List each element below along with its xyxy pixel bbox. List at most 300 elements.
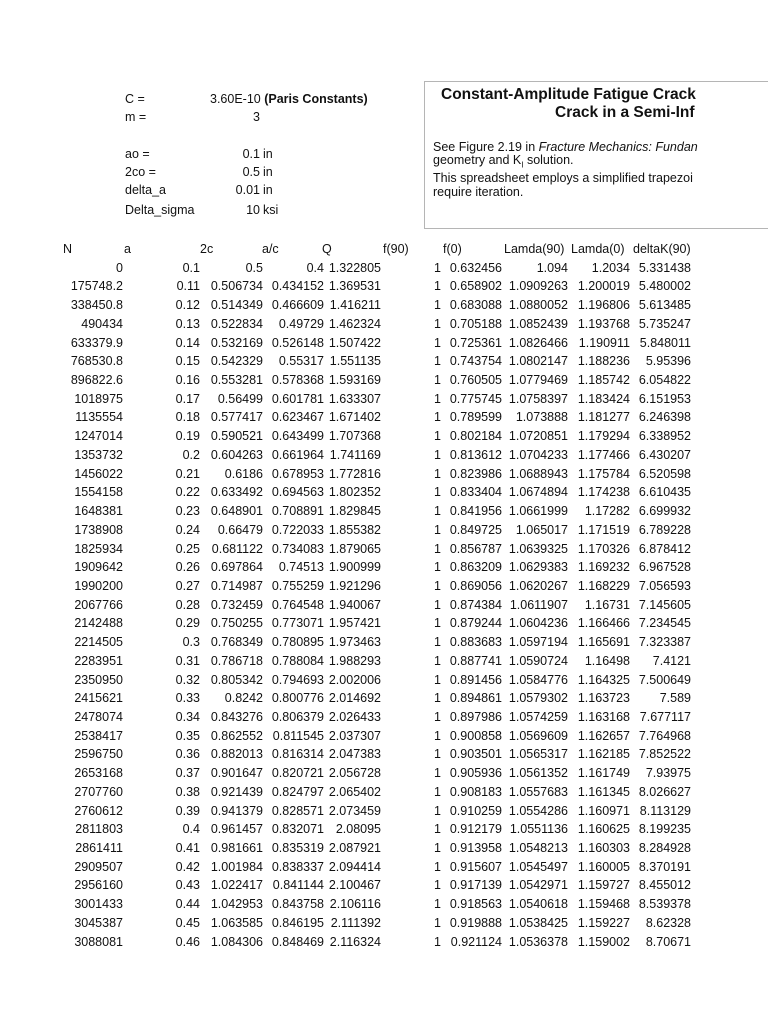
column-header-a-over-c[interactable]: a/c <box>262 242 279 256</box>
cell-lamda90[interactable]: 1.0604236 <box>508 616 568 631</box>
cell-f0[interactable]: 0.913958 <box>449 841 502 855</box>
m-value[interactable]: 3 <box>253 110 260 124</box>
cell-a[interactable]: 0.39 <box>175 803 200 818</box>
cell-n[interactable]: 2653168 <box>74 766 123 781</box>
cell-a-over-c[interactable]: 0.55317 <box>278 354 324 369</box>
cell-f90[interactable]: 1 <box>434 747 441 762</box>
cell-n[interactable]: 1990200 <box>74 578 123 593</box>
cell-a[interactable]: 0.36 <box>175 747 200 762</box>
column-header-2c[interactable]: 2c <box>200 242 214 256</box>
column-header-lamda0[interactable]: Lamda(0) <box>571 242 625 256</box>
cell-a-over-c[interactable]: 0.434152 <box>271 279 324 294</box>
cell-f90[interactable]: 1 <box>434 597 441 612</box>
cell-lamda0[interactable]: 1.159727 <box>577 878 630 893</box>
cell-f0[interactable]: 0.849725 <box>449 522 502 537</box>
cell-a-over-c[interactable]: 0.780895 <box>271 635 324 650</box>
cell-a[interactable]: 0.37 <box>175 766 200 781</box>
cell-a[interactable]: 0.41 <box>175 841 200 855</box>
cell-2c[interactable]: 0.732459 <box>210 597 263 612</box>
cell-a[interactable]: 0.26 <box>175 560 200 575</box>
cell-deltak90[interactable]: 6.054822 <box>638 373 691 388</box>
cell-n[interactable]: 1135554 <box>75 410 123 425</box>
cell-lamda90[interactable]: 1.0554286 <box>508 803 568 818</box>
cell-n[interactable]: 2707760 <box>74 784 123 799</box>
cell-f0[interactable]: 0.683088 <box>449 298 502 313</box>
cell-lamda90[interactable]: 1.0597194 <box>508 635 568 650</box>
cell-a[interactable]: 0.11 <box>176 279 200 294</box>
cell-2c[interactable]: 0.577417 <box>210 410 263 425</box>
cell-a-over-c[interactable]: 0.601781 <box>271 391 324 406</box>
cell-lamda90[interactable]: 1.073888 <box>515 410 568 425</box>
cell-2c[interactable]: 0.8242 <box>224 691 263 706</box>
cell-a[interactable]: 0.27 <box>175 578 200 593</box>
cell-lamda90[interactable]: 1.0565317 <box>508 747 568 762</box>
cell-a-over-c[interactable]: 0.841144 <box>272 878 324 893</box>
cell-q[interactable]: 2.106116 <box>329 897 381 912</box>
cell-a-over-c[interactable]: 0.794693 <box>271 672 324 687</box>
cell-lamda90[interactable]: 1.0688943 <box>508 466 568 481</box>
column-header-a[interactable]: a <box>124 242 131 256</box>
cell-f90[interactable]: 1 <box>434 298 441 313</box>
cell-lamda0[interactable]: 1.164325 <box>577 672 630 687</box>
cell-q[interactable]: 2.026433 <box>328 709 381 724</box>
cell-q[interactable]: 2.065402 <box>328 784 381 799</box>
cell-n[interactable]: 1247014 <box>74 429 123 444</box>
cell-lamda0[interactable]: 1.185742 <box>577 373 630 388</box>
cell-n[interactable]: 1018975 <box>74 391 123 406</box>
cell-deltak90[interactable]: 8.199235 <box>638 822 691 837</box>
cell-deltak90[interactable]: 5.613485 <box>638 298 691 313</box>
cell-f0[interactable]: 0.919888 <box>449 915 502 930</box>
cell-f0[interactable]: 0.910259 <box>449 803 502 818</box>
cell-a[interactable]: 0.4 <box>182 822 200 837</box>
cell-a[interactable]: 0.33 <box>175 691 200 706</box>
cell-lamda90[interactable]: 1.0557683 <box>508 784 568 799</box>
cell-deltak90[interactable]: 7.500649 <box>638 672 691 687</box>
cell-f0[interactable]: 0.918563 <box>449 897 502 912</box>
cell-deltak90[interactable]: 8.539378 <box>638 897 691 912</box>
cell-q[interactable]: 2.094414 <box>328 859 381 874</box>
cell-2c[interactable]: 0.514349 <box>210 298 263 313</box>
cell-deltak90[interactable]: 6.246398 <box>638 410 691 425</box>
cell-n[interactable]: 338450.8 <box>70 298 123 313</box>
cell-f90[interactable]: 1 <box>434 316 441 331</box>
cell-a-over-c[interactable]: 0.764548 <box>271 597 324 612</box>
cell-f90[interactable]: 1 <box>434 803 441 818</box>
cell-q[interactable]: 1.988293 <box>328 653 381 668</box>
cell-q[interactable]: 2.014692 <box>328 691 381 706</box>
cell-lamda90[interactable]: 1.0880052 <box>508 298 568 313</box>
cell-a-over-c[interactable]: 0.49729 <box>278 316 324 331</box>
cell-lamda0[interactable]: 1.163723 <box>577 691 630 706</box>
cell-lamda90[interactable]: 1.0545497 <box>508 859 568 874</box>
cell-q[interactable]: 1.507422 <box>328 335 381 350</box>
cell-lamda0[interactable]: 1.183424 <box>577 391 630 406</box>
cell-2c[interactable]: 0.648901 <box>210 504 263 519</box>
cell-a-over-c[interactable]: 0.820721 <box>271 766 324 781</box>
cell-a[interactable]: 0.32 <box>175 672 200 687</box>
cell-q[interactable]: 1.940067 <box>328 597 381 612</box>
cell-n[interactable]: 2760612 <box>74 803 123 818</box>
cell-a-over-c[interactable]: 0.643499 <box>271 429 324 444</box>
cell-n[interactable]: 1909642 <box>74 560 123 575</box>
cell-q[interactable]: 1.462324 <box>328 316 381 331</box>
cell-2c[interactable]: 0.697864 <box>210 560 263 575</box>
cell-a-over-c[interactable]: 0.4 <box>306 260 324 275</box>
cell-f0[interactable]: 0.921124 <box>450 934 502 949</box>
cell-n[interactable]: 2909507 <box>74 859 123 874</box>
cell-lamda90[interactable]: 1.0590724 <box>508 653 568 668</box>
cell-deltak90[interactable]: 6.338952 <box>638 429 691 444</box>
cell-n[interactable]: 490434 <box>81 316 123 331</box>
cell-lamda0[interactable]: 1.159002 <box>577 934 630 949</box>
cell-f90[interactable]: 1 <box>434 616 441 631</box>
cell-f0[interactable]: 0.658902 <box>449 279 502 294</box>
cell-a[interactable]: 0.21 <box>175 466 200 481</box>
cell-a[interactable]: 0.12 <box>175 298 200 313</box>
cell-lamda0[interactable]: 1.179294 <box>577 429 630 444</box>
cell-n[interactable]: 1738908 <box>74 522 123 537</box>
cell-f90[interactable]: 1 <box>434 766 441 781</box>
cell-a-over-c[interactable]: 0.526148 <box>271 335 324 350</box>
cell-lamda90[interactable]: 1.0611907 <box>509 597 568 612</box>
cell-a[interactable]: 0.38 <box>175 784 200 799</box>
cell-lamda0[interactable]: 1.16731 <box>584 597 630 612</box>
cell-f0[interactable]: 0.897986 <box>449 709 502 724</box>
cell-a-over-c[interactable]: 0.755259 <box>271 578 324 593</box>
cell-f0[interactable]: 0.891456 <box>449 672 502 687</box>
cell-a-over-c[interactable]: 0.734083 <box>271 541 324 556</box>
ao-value[interactable]: 0.1 <box>242 147 260 161</box>
cell-lamda0[interactable]: 1.2034 <box>591 260 630 275</box>
cell-deltak90[interactable]: 6.967528 <box>638 560 691 575</box>
cell-deltak90[interactable]: 7.852522 <box>638 747 691 762</box>
cell-a[interactable]: 0.45 <box>175 915 200 930</box>
cell-lamda0[interactable]: 1.196806 <box>577 298 630 313</box>
cell-lamda0[interactable]: 1.175784 <box>577 466 630 481</box>
cell-f90[interactable]: 1 <box>434 522 441 537</box>
cell-a-over-c[interactable]: 0.694563 <box>271 485 324 500</box>
column-header-n[interactable]: N <box>63 242 73 256</box>
column-header-deltak90[interactable]: deltaK(90) <box>633 242 691 256</box>
cell-deltak90[interactable]: 6.699932 <box>638 504 691 519</box>
cell-lamda90[interactable]: 1.0704233 <box>508 447 568 462</box>
cell-f0[interactable]: 0.905936 <box>449 766 502 781</box>
cell-f90[interactable]: 1 <box>434 859 441 874</box>
cell-q[interactable]: 1.855382 <box>328 522 381 537</box>
cell-a[interactable]: 0.24 <box>175 522 200 537</box>
cell-lamda0[interactable]: 1.161749 <box>577 766 630 781</box>
cell-lamda90[interactable]: 1.0802147 <box>508 354 568 369</box>
cell-f0[interactable]: 0.725361 <box>449 335 502 350</box>
cell-2c[interactable]: 0.786718 <box>210 653 263 668</box>
cell-lamda0[interactable]: 1.160303 <box>577 841 630 855</box>
cell-f90[interactable]: 1 <box>434 841 441 855</box>
cell-q[interactable]: 1.772816 <box>328 466 381 481</box>
cell-deltak90[interactable]: 7.323387 <box>638 635 691 650</box>
cell-a[interactable]: 0.23 <box>175 504 200 519</box>
cell-a-over-c[interactable]: 0.806379 <box>271 709 324 724</box>
cell-a-over-c[interactable]: 0.578368 <box>271 373 324 388</box>
cell-2c[interactable]: 0.981661 <box>210 841 263 855</box>
cell-q[interactable]: 1.551135 <box>329 354 381 369</box>
cell-deltak90[interactable]: 6.878412 <box>638 541 691 556</box>
cell-a[interactable]: 0.43 <box>175 878 200 893</box>
cell-2c[interactable]: 0.921439 <box>210 784 263 799</box>
cell-a[interactable]: 0.28 <box>175 597 200 612</box>
cell-a[interactable]: 0.1 <box>182 260 200 275</box>
cell-lamda0[interactable]: 1.159227 <box>577 915 630 930</box>
cell-q[interactable]: 2.08095 <box>335 822 381 837</box>
cell-q[interactable]: 1.671402 <box>328 410 381 425</box>
cell-q[interactable]: 1.369531 <box>328 279 381 294</box>
cell-lamda90[interactable]: 1.0548213 <box>508 841 568 855</box>
cell-2c[interactable]: 0.768349 <box>210 635 263 650</box>
cell-lamda90[interactable]: 1.0909263 <box>508 279 568 294</box>
cell-lamda90[interactable]: 1.0569609 <box>508 728 568 743</box>
cell-f90[interactable]: 1 <box>434 709 441 724</box>
cell-2c[interactable]: 0.66479 <box>217 522 263 537</box>
cell-f90[interactable]: 1 <box>434 354 441 369</box>
cell-lamda0[interactable]: 1.161345 <box>577 784 630 799</box>
cell-n[interactable]: 2861411 <box>75 841 123 855</box>
cell-a-over-c[interactable]: 0.848469 <box>271 934 324 949</box>
cell-2c[interactable]: 0.961457 <box>210 822 263 837</box>
cell-f0[interactable]: 0.915607 <box>449 859 502 874</box>
cell-2c[interactable]: 0.681122 <box>211 541 263 556</box>
cell-lamda0[interactable]: 1.177466 <box>577 447 630 462</box>
cell-lamda0[interactable]: 1.174238 <box>577 485 630 500</box>
cell-f0[interactable]: 0.743754 <box>449 354 502 369</box>
cell-a[interactable]: 0.35 <box>175 728 200 743</box>
cell-2c[interactable]: 0.6186 <box>224 466 263 481</box>
cell-lamda0[interactable]: 1.171519 <box>577 522 630 537</box>
cell-lamda0[interactable]: 1.160971 <box>577 803 630 818</box>
cell-2c[interactable]: 0.901647 <box>210 766 263 781</box>
cell-f0[interactable]: 0.833404 <box>449 485 502 500</box>
cell-deltak90[interactable]: 5.848011 <box>639 335 691 350</box>
cell-q[interactable]: 1.973463 <box>328 635 381 650</box>
cell-f90[interactable]: 1 <box>434 635 441 650</box>
cell-2c[interactable]: 1.001984 <box>210 859 263 874</box>
cell-n[interactable]: 2478074 <box>74 709 123 724</box>
cell-f90[interactable]: 1 <box>434 578 441 593</box>
cell-n[interactable]: 3045387 <box>74 915 123 930</box>
cell-f0[interactable]: 0.869056 <box>449 578 502 593</box>
cell-a-over-c[interactable]: 0.843758 <box>271 897 324 912</box>
cell-lamda0[interactable]: 1.170326 <box>577 541 630 556</box>
cell-lamda0[interactable]: 1.193768 <box>577 316 630 331</box>
cell-f0[interactable]: 0.841956 <box>449 504 502 519</box>
cell-a[interactable]: 0.19 <box>175 429 200 444</box>
cell-2c[interactable]: 0.750255 <box>210 616 263 631</box>
cell-a-over-c[interactable]: 0.811545 <box>272 728 324 743</box>
cell-lamda90[interactable]: 1.0629383 <box>508 560 568 575</box>
cell-f0[interactable]: 0.863209 <box>449 560 502 575</box>
cell-lamda90[interactable]: 1.0579302 <box>508 691 568 706</box>
cell-lamda0[interactable]: 1.17282 <box>584 504 630 519</box>
cell-f0[interactable]: 0.887741 <box>449 653 502 668</box>
cell-f90[interactable]: 1 <box>434 447 441 462</box>
cell-n[interactable]: 2956160 <box>74 878 123 893</box>
cell-f0[interactable]: 0.900858 <box>449 728 502 743</box>
cell-f90[interactable]: 1 <box>434 915 441 930</box>
cell-a-over-c[interactable]: 0.678953 <box>271 466 324 481</box>
cell-2c[interactable]: 0.5 <box>245 260 263 275</box>
cell-q[interactable]: 1.921296 <box>328 578 381 593</box>
cell-f0[interactable]: 0.813612 <box>449 447 502 462</box>
cell-f90[interactable]: 1 <box>434 878 441 893</box>
cell-n[interactable]: 1456022 <box>74 466 123 481</box>
cell-deltak90[interactable]: 7.677117 <box>639 709 691 724</box>
cell-deltak90[interactable]: 8.62328 <box>645 915 691 930</box>
cell-f90[interactable]: 1 <box>434 429 441 444</box>
cell-2c[interactable]: 0.590521 <box>210 429 263 444</box>
cell-n[interactable]: 1353732 <box>74 447 123 462</box>
cell-n[interactable]: 2596750 <box>74 747 123 762</box>
cell-a-over-c[interactable]: 0.74513 <box>278 560 324 575</box>
cell-q[interactable]: 2.116324 <box>329 934 381 949</box>
cell-lamda90[interactable]: 1.0540618 <box>508 897 568 912</box>
cell-a-over-c[interactable]: 0.832071 <box>271 822 324 837</box>
cell-deltak90[interactable]: 5.480002 <box>638 279 691 294</box>
cell-f0[interactable]: 0.912179 <box>449 822 502 837</box>
cell-lamda0[interactable]: 1.163168 <box>577 709 630 724</box>
cell-n[interactable]: 0 <box>116 260 123 275</box>
cell-q[interactable]: 1.707368 <box>328 429 381 444</box>
cell-f90[interactable]: 1 <box>434 410 441 425</box>
cell-f0[interactable]: 0.856787 <box>449 541 502 556</box>
cell-a-over-c[interactable]: 0.838337 <box>271 859 324 874</box>
cell-lamda90[interactable]: 1.094 <box>536 260 568 275</box>
cell-lamda0[interactable]: 1.162185 <box>577 747 630 762</box>
cell-f0[interactable]: 0.823986 <box>449 466 502 481</box>
cell-f0[interactable]: 0.908183 <box>449 784 502 799</box>
cell-f90[interactable]: 1 <box>434 672 441 687</box>
cell-lamda0[interactable]: 1.160005 <box>577 859 630 874</box>
column-header-f0[interactable]: f(0) <box>443 242 462 256</box>
cell-f90[interactable]: 1 <box>434 260 441 275</box>
cell-lamda0[interactable]: 1.188236 <box>577 354 630 369</box>
cell-lamda0[interactable]: 1.166466 <box>577 616 630 631</box>
cell-deltak90[interactable]: 7.056593 <box>638 578 691 593</box>
cell-a-over-c[interactable]: 0.722033 <box>271 522 324 537</box>
cell-deltak90[interactable]: 5.95396 <box>645 354 691 369</box>
cell-q[interactable]: 2.056728 <box>328 766 381 781</box>
cell-deltak90[interactable]: 6.610435 <box>638 485 691 500</box>
cell-f0[interactable]: 0.802184 <box>449 429 502 444</box>
cell-f90[interactable]: 1 <box>434 485 441 500</box>
cell-2c[interactable]: 1.022417 <box>210 878 263 893</box>
cell-2c[interactable]: 0.714987 <box>210 578 263 593</box>
cell-q[interactable]: 1.416211 <box>329 298 381 313</box>
cell-a-over-c[interactable]: 0.835319 <box>271 841 324 855</box>
cell-n[interactable]: 3088081 <box>74 934 123 949</box>
cell-2c[interactable]: 0.941379 <box>210 803 263 818</box>
cell-a[interactable]: 0.44 <box>175 897 200 912</box>
cell-n[interactable]: 1825934 <box>74 541 123 556</box>
cell-lamda90[interactable]: 1.0551136 <box>509 822 568 837</box>
cell-lamda90[interactable]: 1.0674894 <box>508 485 568 500</box>
cell-deltak90[interactable]: 8.284928 <box>638 841 691 855</box>
cell-lamda90[interactable]: 1.0779469 <box>508 373 568 388</box>
cell-f0[interactable]: 0.883683 <box>449 635 502 650</box>
cell-2c[interactable]: 0.542329 <box>210 354 263 369</box>
cell-n[interactable]: 896822.6 <box>70 373 123 388</box>
cell-a[interactable]: 0.31 <box>175 653 200 668</box>
cell-n[interactable]: 2811803 <box>75 822 123 837</box>
cell-a-over-c[interactable]: 0.824797 <box>271 784 324 799</box>
cell-q[interactable]: 1.633307 <box>328 391 381 406</box>
cell-deltak90[interactable]: 6.151953 <box>638 391 691 406</box>
cell-q[interactable]: 2.100467 <box>328 878 381 893</box>
cell-a[interactable]: 0.29 <box>175 616 200 631</box>
cell-a-over-c[interactable]: 0.466609 <box>271 298 324 313</box>
cell-lamda0[interactable]: 1.16498 <box>584 653 630 668</box>
cell-q[interactable]: 1.957421 <box>328 616 381 631</box>
cell-q[interactable]: 1.741169 <box>329 447 381 462</box>
cell-f0[interactable]: 0.705188 <box>449 316 502 331</box>
cell-2c[interactable]: 0.532169 <box>210 335 263 350</box>
cell-lamda90[interactable]: 1.0620267 <box>508 578 568 593</box>
cell-a[interactable]: 0.42 <box>175 859 200 874</box>
cell-lamda90[interactable]: 1.0561352 <box>508 766 568 781</box>
cell-f0[interactable]: 0.760505 <box>449 373 502 388</box>
cell-a[interactable]: 0.3 <box>182 635 200 650</box>
cell-2c[interactable]: 0.604263 <box>210 447 263 462</box>
cell-deltak90[interactable]: 5.331438 <box>638 260 691 275</box>
cell-f90[interactable]: 1 <box>434 822 441 837</box>
cell-a-over-c[interactable]: 0.788084 <box>271 653 324 668</box>
cell-lamda0[interactable]: 1.200019 <box>577 279 630 294</box>
cell-2c[interactable]: 0.805342 <box>210 672 263 687</box>
cell-lamda90[interactable]: 1.0538425 <box>508 915 568 930</box>
cell-2c[interactable]: 1.042953 <box>210 897 263 912</box>
cell-deltak90[interactable]: 6.520598 <box>638 466 691 481</box>
cell-a-over-c[interactable]: 0.708891 <box>271 504 324 519</box>
cell-lamda0[interactable]: 1.168229 <box>577 578 630 593</box>
cell-n[interactable]: 633379.9 <box>70 335 123 350</box>
c-value-cell[interactable] <box>210 91 368 107</box>
cell-f90[interactable]: 1 <box>434 784 441 799</box>
cell-n[interactable]: 2214505 <box>74 635 123 650</box>
cell-2c[interactable]: 1.084306 <box>210 934 263 949</box>
cell-deltak90[interactable]: 8.370191 <box>638 859 691 874</box>
cell-f0[interactable]: 0.775745 <box>449 391 502 406</box>
cell-a[interactable]: 0.14 <box>175 335 200 350</box>
cell-a[interactable]: 0.34 <box>175 709 200 724</box>
cell-2c[interactable]: 0.56499 <box>217 391 263 406</box>
column-header-f90[interactable]: f(90) <box>383 242 409 256</box>
cell-deltak90[interactable]: 8.455012 <box>638 878 691 893</box>
cell-q[interactable]: 2.087921 <box>328 841 381 855</box>
cell-deltak90[interactable]: 7.764968 <box>638 728 691 743</box>
cell-deltak90[interactable]: 6.789228 <box>638 522 691 537</box>
cell-2c[interactable]: 0.553281 <box>210 373 263 388</box>
cell-a[interactable]: 0.2 <box>182 447 200 462</box>
cell-a-over-c[interactable]: 0.661964 <box>271 447 324 462</box>
cell-f90[interactable]: 1 <box>434 466 441 481</box>
cell-n[interactable]: 1554158 <box>74 485 123 500</box>
column-header-lamda90[interactable]: Lamda(90) <box>504 242 565 256</box>
cell-lamda0[interactable]: 1.190911 <box>578 335 630 350</box>
cell-q[interactable]: 1.900999 <box>328 560 381 575</box>
cell-f90[interactable]: 1 <box>434 728 441 743</box>
cell-q[interactable]: 2.111392 <box>330 915 381 930</box>
cell-lamda90[interactable]: 1.0574259 <box>508 709 568 724</box>
cell-f0[interactable]: 0.917139 <box>449 878 502 893</box>
cell-lamda0[interactable]: 1.162657 <box>577 728 630 743</box>
